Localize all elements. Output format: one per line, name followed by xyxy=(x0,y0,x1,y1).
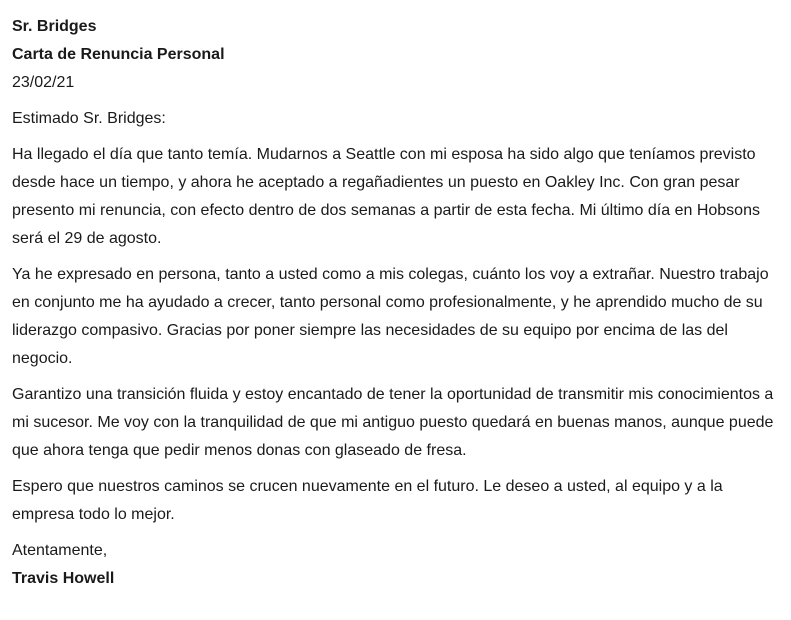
letter-greeting: Estimado Sr. Bridges: xyxy=(12,110,166,127)
letter-paragraph: Ya he expresado en persona, tanto a usted como a mis colegas, cuánto los voy a extrañar. Nuestro trabajo en conjunto me ha ayudado a crecer, tanto personal como profesionalmente, y he aprendido mucho de su liderazgo compasivo. Gracias por poner siempre las necesidades de su equipo por encima de las del negocio. xyxy=(12,266,769,367)
letter-date: 23/02/21 xyxy=(12,74,75,91)
letter-salutation: Atentamente, xyxy=(12,542,108,559)
letter-subject: Carta de Renuncia Personal xyxy=(12,46,225,63)
resignation-letter xyxy=(12,13,782,593)
letter-signature: Travis Howell xyxy=(12,570,115,587)
letter-paragraph: Garantizo una transición fluida y estoy encantado de tener la oportunidad de transmitir mis conocimientos a mi sucesor. Me voy con la tranquilidad de que mi antiguo puesto quedará en buenas manos, aunque puede que ahora tenga que pedir menos donas con glaseado de fresa. xyxy=(12,386,774,459)
letter-paragraph: Espero que nuestros caminos se crucen nuevamente en el futuro. Le deseo a usted, al equipo y a la empresa todo lo mejor. xyxy=(12,478,723,523)
letter-paragraph: Ha llegado el día que tanto temía. Mudarnos a Seattle con mi esposa ha sido algo que teníamos previsto desde hace un tiempo, y ahora he aceptado a regañadientes un puesto en Oakley Inc. Con gran pesar presento mi renuncia, con efecto dentro de dos semanas a partir de esta fecha. Mi último día en Hobsons será el 29 de agosto. xyxy=(12,146,760,247)
recipient-name: Sr. Bridges xyxy=(12,18,97,35)
